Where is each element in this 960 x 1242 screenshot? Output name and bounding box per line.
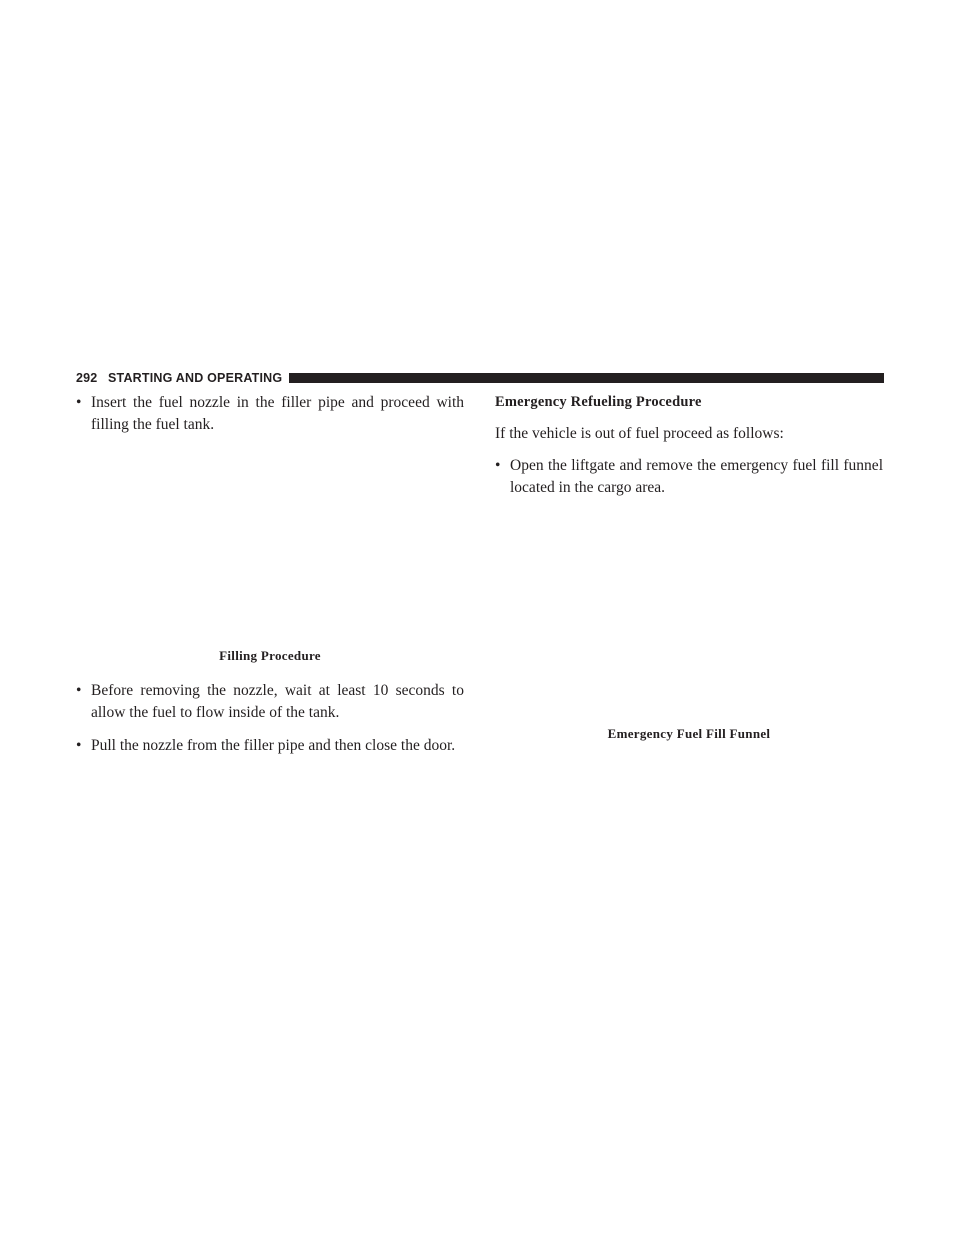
figure-caption: Filling Procedure <box>219 648 321 663</box>
bullet-item-insert-nozzle <box>76 392 464 436</box>
page-number: 292 <box>76 371 98 385</box>
bullet-text: Before removing the nozzle, wait at least 10 seconds to allow the fuel to flow inside of the tank. <box>91 682 464 721</box>
bullet-item-wait <box>76 680 464 724</box>
bullet-icon: • <box>76 737 82 754</box>
bullet-item-open-liftgate <box>495 455 883 499</box>
intro-paragraph: If the vehicle is out of fuel proceed as follows: <box>495 425 784 442</box>
figure-emergency-funnel <box>495 499 883 749</box>
bullet-item-pull-nozzle <box>76 735 464 757</box>
bullet-text: Insert the fuel nozzle in the filler pipe and proceed with filling the fuel tank. <box>91 394 464 433</box>
bullet-text: Open the liftgate and remove the emergency fuel fill funnel located in the cargo area. <box>510 457 883 496</box>
figure-caption: Emergency Fuel Fill Funnel <box>607 726 771 741</box>
page-header <box>76 371 884 385</box>
section-heading: Emergency Refueling Procedure <box>495 394 702 410</box>
bullet-icon: • <box>76 394 82 411</box>
bullet-icon: • <box>495 457 501 474</box>
header-rule <box>289 373 884 383</box>
figure-filling-procedure <box>76 436 464 666</box>
left-column <box>76 392 464 757</box>
right-column <box>495 392 883 749</box>
bullet-icon: • <box>76 682 82 699</box>
bullet-text: Pull the nozzle from the filler pipe and then close the door. <box>91 737 456 754</box>
section-title: STARTING AND OPERATING <box>108 371 283 385</box>
